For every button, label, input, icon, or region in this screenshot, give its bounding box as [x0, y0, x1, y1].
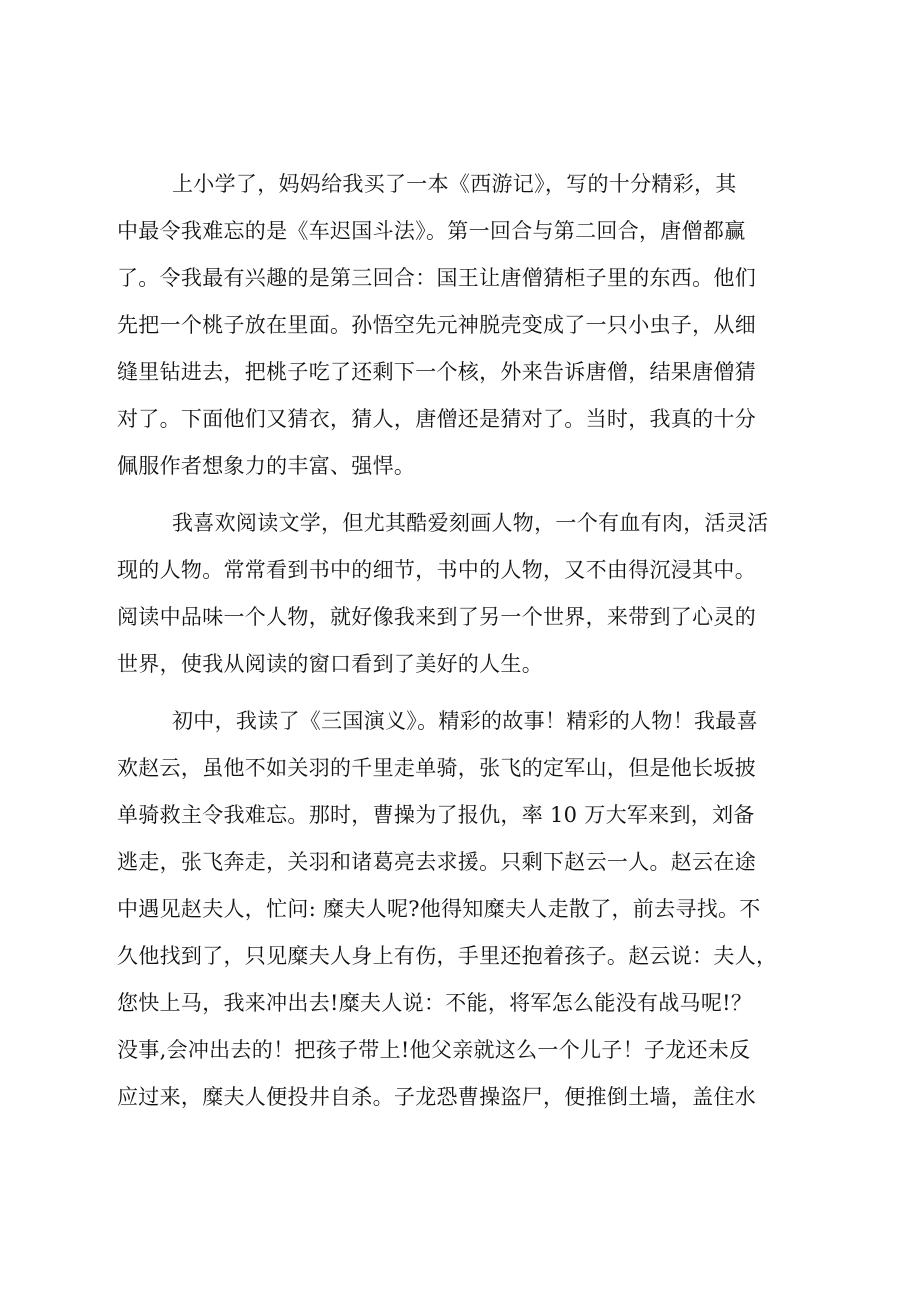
- paragraph-3-line-2: 欢赵云，虽他不如关羽的千里走单骑，张飞的定军山，但是他长坂披: [117, 756, 756, 780]
- paragraph-3-line-3: 单骑救主令我难忘。那时，曹操为了报仇，率 10 万大军来到，刘备: [117, 803, 755, 827]
- paragraph-3-line-9: 应过来，糜夫人便投井自杀。子龙恐曹操盗尸，便推倒土墙，盖住水: [117, 1085, 756, 1109]
- paragraph-1-line-3: 了。令我最有兴趣的是第三回合：国王让唐僧猜柜子里的东西。他们: [117, 266, 756, 290]
- paragraph-3-line-8: 没事,会冲出去的！把孩子带上!他父亲就这么一个儿子！子龙还未反: [117, 1038, 751, 1062]
- paragraph-1-line-6: 对了。下面他们又猜衣，猜人，唐僧还是猜对了。当时，我真的十分: [117, 407, 756, 431]
- paragraph-3-line-4: 逃走，张飞奔走，关羽和诸葛亮去求援。只剩下赵云一人。赵云在途: [117, 850, 756, 874]
- paragraph-1-line-2: 中最令我难忘的是《车迟国斗法》。第一回合与第二回合，唐僧都赢: [117, 219, 746, 243]
- paragraph-3-line-1: 初中，我读了《三国演义》。精彩的故事！精彩的人物！我最喜: [172, 709, 758, 733]
- paragraph-2-line-4: 世界，使我从阅读的窗口看到了美好的人生。: [117, 652, 543, 676]
- paragraph-2-line-3: 阅读中品味一个人物，就好像我来到了另一个世界，来带到了心灵的: [117, 605, 756, 629]
- paragraph-1-line-1: 上小学了，妈妈给我买了一本《西游记》，写的十分精彩，其: [172, 172, 737, 196]
- paragraph-1-line-5: 缝里钻进去，把桃子吃了还剩下一个核，外来告诉唐僧，结果唐僧猜: [117, 360, 756, 384]
- paragraph-2-line-1: 我喜欢阅读文学，但尤其酷爱刻画人物，一个有血有肉，活灵活: [172, 511, 769, 535]
- paragraph-1-line-7: 佩服作者想象力的丰富、强悍。: [117, 454, 416, 478]
- paragraph-3-line-7: 您快上马，我来冲出去!糜夫人说：不能，将军怎么能没有战马呢!？: [117, 991, 753, 1015]
- paragraph-3-line-6: 久他找到了，只见糜夫人身上有伤，手里还抱着孩子。赵云说：夫人，: [117, 944, 778, 968]
- paragraph-2-line-2: 现的人物。常常看到书中的细节，书中的人物，又不由得沉浸其中。: [117, 558, 756, 582]
- paragraph-3-line-5: 中遇见赵夫人，忙问: 糜夫人呢?他得知糜夫人走散了，前去寻找。不: [117, 897, 761, 921]
- paragraph-1-line-4: 先把一个桃子放在里面。孙悟空先元神脱壳变成了一只小虫子，从细: [117, 313, 756, 337]
